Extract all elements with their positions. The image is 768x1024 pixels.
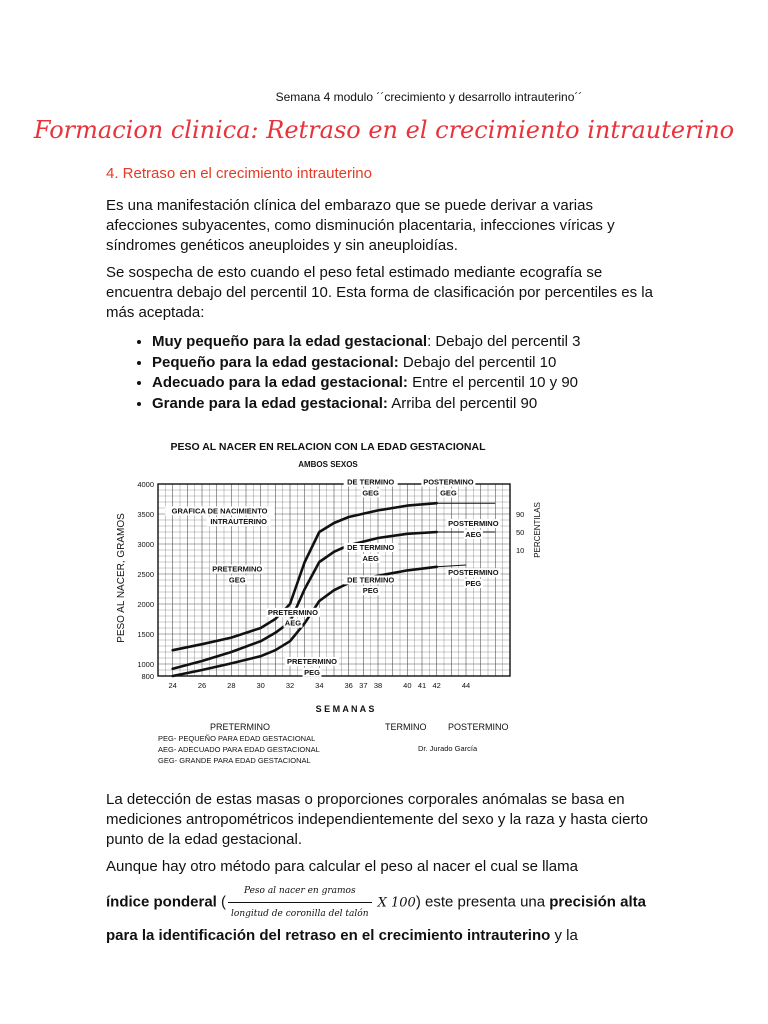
legend-geg: GEG- GRANDE PARA EDAD GESTACIONAL bbox=[158, 756, 311, 765]
y-tick-label: 3500 bbox=[137, 510, 154, 519]
annotation-label: DE TERMINO bbox=[347, 575, 395, 585]
annotation-label: POSTERMINO bbox=[423, 477, 474, 487]
list-item-desc: Debajo del percentil 10 bbox=[398, 353, 557, 371]
list-item-desc: Arriba del percentil 90 bbox=[387, 394, 538, 412]
ponderal-formula bbox=[228, 880, 371, 925]
plot-area bbox=[137, 478, 524, 690]
annotation-label: PRETERMINO bbox=[286, 657, 338, 666]
annotation-label: AEG bbox=[362, 553, 379, 563]
x-tick-label: 38 bbox=[373, 681, 383, 690]
course-header: Semana 4 modulo ´´crecimiento y desarrollo intrauterino´´ bbox=[275, 90, 583, 104]
annotation-label: GEG bbox=[228, 575, 246, 585]
paragraph-suspicion: Se sospecha de esto cuando el peso fetal estimado mediante ecografía se encuentra debajo del percentil 10. Esta forma de clasificación por percentiles es la más aceptada: bbox=[106, 264, 653, 321]
annotation-label: PRETERMINO bbox=[267, 607, 318, 617]
annotation-label: DE TERMINO bbox=[347, 543, 395, 552]
birth-weight-chart bbox=[100, 430, 570, 775]
term-label-termino: TERMINO bbox=[385, 722, 427, 732]
annotation-label: INTRAUTERINO bbox=[210, 517, 268, 527]
chart-subtitle: AMBOS SEXOS bbox=[298, 460, 358, 469]
chart-title: PESO AL NACER EN RELACION CON LA EDAD GESTACIONAL bbox=[170, 441, 486, 453]
formula-denominator: longitud de coronilla del talón bbox=[231, 909, 369, 919]
precision-statement: precisión alta para la identificación del retraso en el crecimiento intrauterino bbox=[106, 893, 646, 944]
legend-aeg: AEG- ADECUADO PARA EDAD GESTACIONAL bbox=[158, 745, 320, 754]
x-tick-label: 32 bbox=[285, 681, 295, 690]
list-item-desc: Entre el percentil 10 y 90 bbox=[407, 374, 579, 391]
x-tick-label: 40 bbox=[403, 681, 412, 690]
formula-multiplier: X 100 bbox=[373, 895, 416, 911]
formula-close: ) este presenta una bbox=[415, 893, 550, 911]
term-label-pretermino: PRETERMINO bbox=[210, 722, 271, 732]
list-item-term: Adecuado para la edad gestacional: bbox=[152, 374, 408, 391]
ponderal-index-term: índice ponderal bbox=[106, 893, 217, 911]
classification-list bbox=[106, 332, 712, 414]
list-item bbox=[152, 394, 712, 415]
x-tick-label: 41 bbox=[417, 681, 427, 690]
list-item bbox=[152, 353, 712, 374]
x-tick-label: 26 bbox=[197, 681, 207, 690]
annotation-label: GRAFICA DE NACIMIENTO bbox=[171, 506, 268, 516]
annotation-label: AEG bbox=[284, 618, 302, 628]
annotation-label: POSTERMINO bbox=[448, 519, 499, 528]
page-title: Formacion clinica: Retraso en el crecimiento intrauterino bbox=[33, 116, 735, 144]
annotation-label: PEG bbox=[362, 586, 379, 596]
x-tick-label: 37 bbox=[359, 681, 368, 690]
x-tick-label: 36 bbox=[344, 681, 353, 690]
percentile-tick-label: 90 bbox=[516, 510, 525, 519]
y-tick-label: 4000 bbox=[137, 480, 154, 489]
annotation-label: AEG bbox=[465, 529, 482, 539]
percentile-axis-label: PERCENTILAS bbox=[533, 502, 542, 558]
annotation-label: GEG bbox=[440, 488, 457, 498]
y-axis-label: PESO AL NACER, GRAMOS bbox=[116, 513, 127, 643]
legend-peg: PEG- PEQUEÑO PARA EDAD GESTACIONAL bbox=[158, 734, 316, 743]
y-tick-label: 3000 bbox=[137, 540, 154, 549]
annotation-label: PEG bbox=[304, 667, 320, 677]
paragraph-tail: y la bbox=[550, 927, 578, 944]
formula-open: ( bbox=[216, 893, 227, 911]
annotation-label: POSTERMINO bbox=[448, 568, 499, 578]
x-tick-label: 44 bbox=[461, 681, 471, 690]
term-label-postermino: POSTERMINO bbox=[448, 722, 509, 732]
paragraph-ponderal-index bbox=[106, 880, 666, 947]
annotation-label: PRETERMINO bbox=[212, 564, 263, 574]
y-tick-label: 800 bbox=[141, 672, 154, 681]
chart-credit: Dr. Jurado García bbox=[418, 744, 478, 753]
formula-numerator: Peso al nacer en gramos bbox=[228, 880, 371, 903]
annotation-label: DE TERMINO bbox=[347, 477, 395, 487]
paragraph-definition: Es una manifestación clínica del embarazo que se puede derivar a varias afecciones subyacentes, como disminución placentaria, infecciones víricas y síndromes genéticos aneuploides y sin aneuploidías. bbox=[106, 197, 615, 254]
y-tick-label: 1500 bbox=[137, 630, 154, 639]
list-item-term: Grande para la edad gestacional: bbox=[152, 394, 388, 412]
list-item-term: Muy pequeño para la edad gestacional bbox=[152, 333, 428, 350]
paragraph-ponderal-intro: Aunque hay otro método para calcular el peso al nacer el cual se llama bbox=[106, 858, 578, 875]
section-heading: 4. Retraso en el crecimiento intrauterino bbox=[106, 165, 372, 182]
percentile-tick-label: 10 bbox=[516, 546, 525, 555]
y-tick-label: 2500 bbox=[137, 570, 154, 579]
list-item-term: Pequeño para la edad gestacional: bbox=[152, 353, 399, 371]
x-tick-label: 24 bbox=[168, 681, 177, 690]
x-tick-label: 34 bbox=[315, 681, 324, 690]
x-axis-label: S E M A N A S bbox=[315, 704, 375, 714]
x-tick-label: 42 bbox=[432, 681, 441, 690]
list-item-desc: : Debajo del percentil 3 bbox=[427, 333, 581, 350]
percentile-tick-label: 50 bbox=[516, 528, 525, 537]
y-tick-label: 2000 bbox=[137, 600, 154, 609]
annotation-label: PEG bbox=[465, 579, 482, 588]
x-tick-label: 28 bbox=[227, 681, 236, 690]
x-tick-label: 30 bbox=[256, 681, 265, 690]
paragraph-detection: La detección de estas masas o proporciones corporales anómalas se basa en mediciones antropométricos independientemente del sexo y la raza y hasta cierto punto de la edad gestacional. bbox=[106, 791, 648, 848]
annotation-label: GEG bbox=[362, 488, 380, 498]
y-tick-label: 1000 bbox=[137, 660, 154, 669]
list-item bbox=[152, 332, 712, 353]
list-item bbox=[152, 373, 712, 394]
